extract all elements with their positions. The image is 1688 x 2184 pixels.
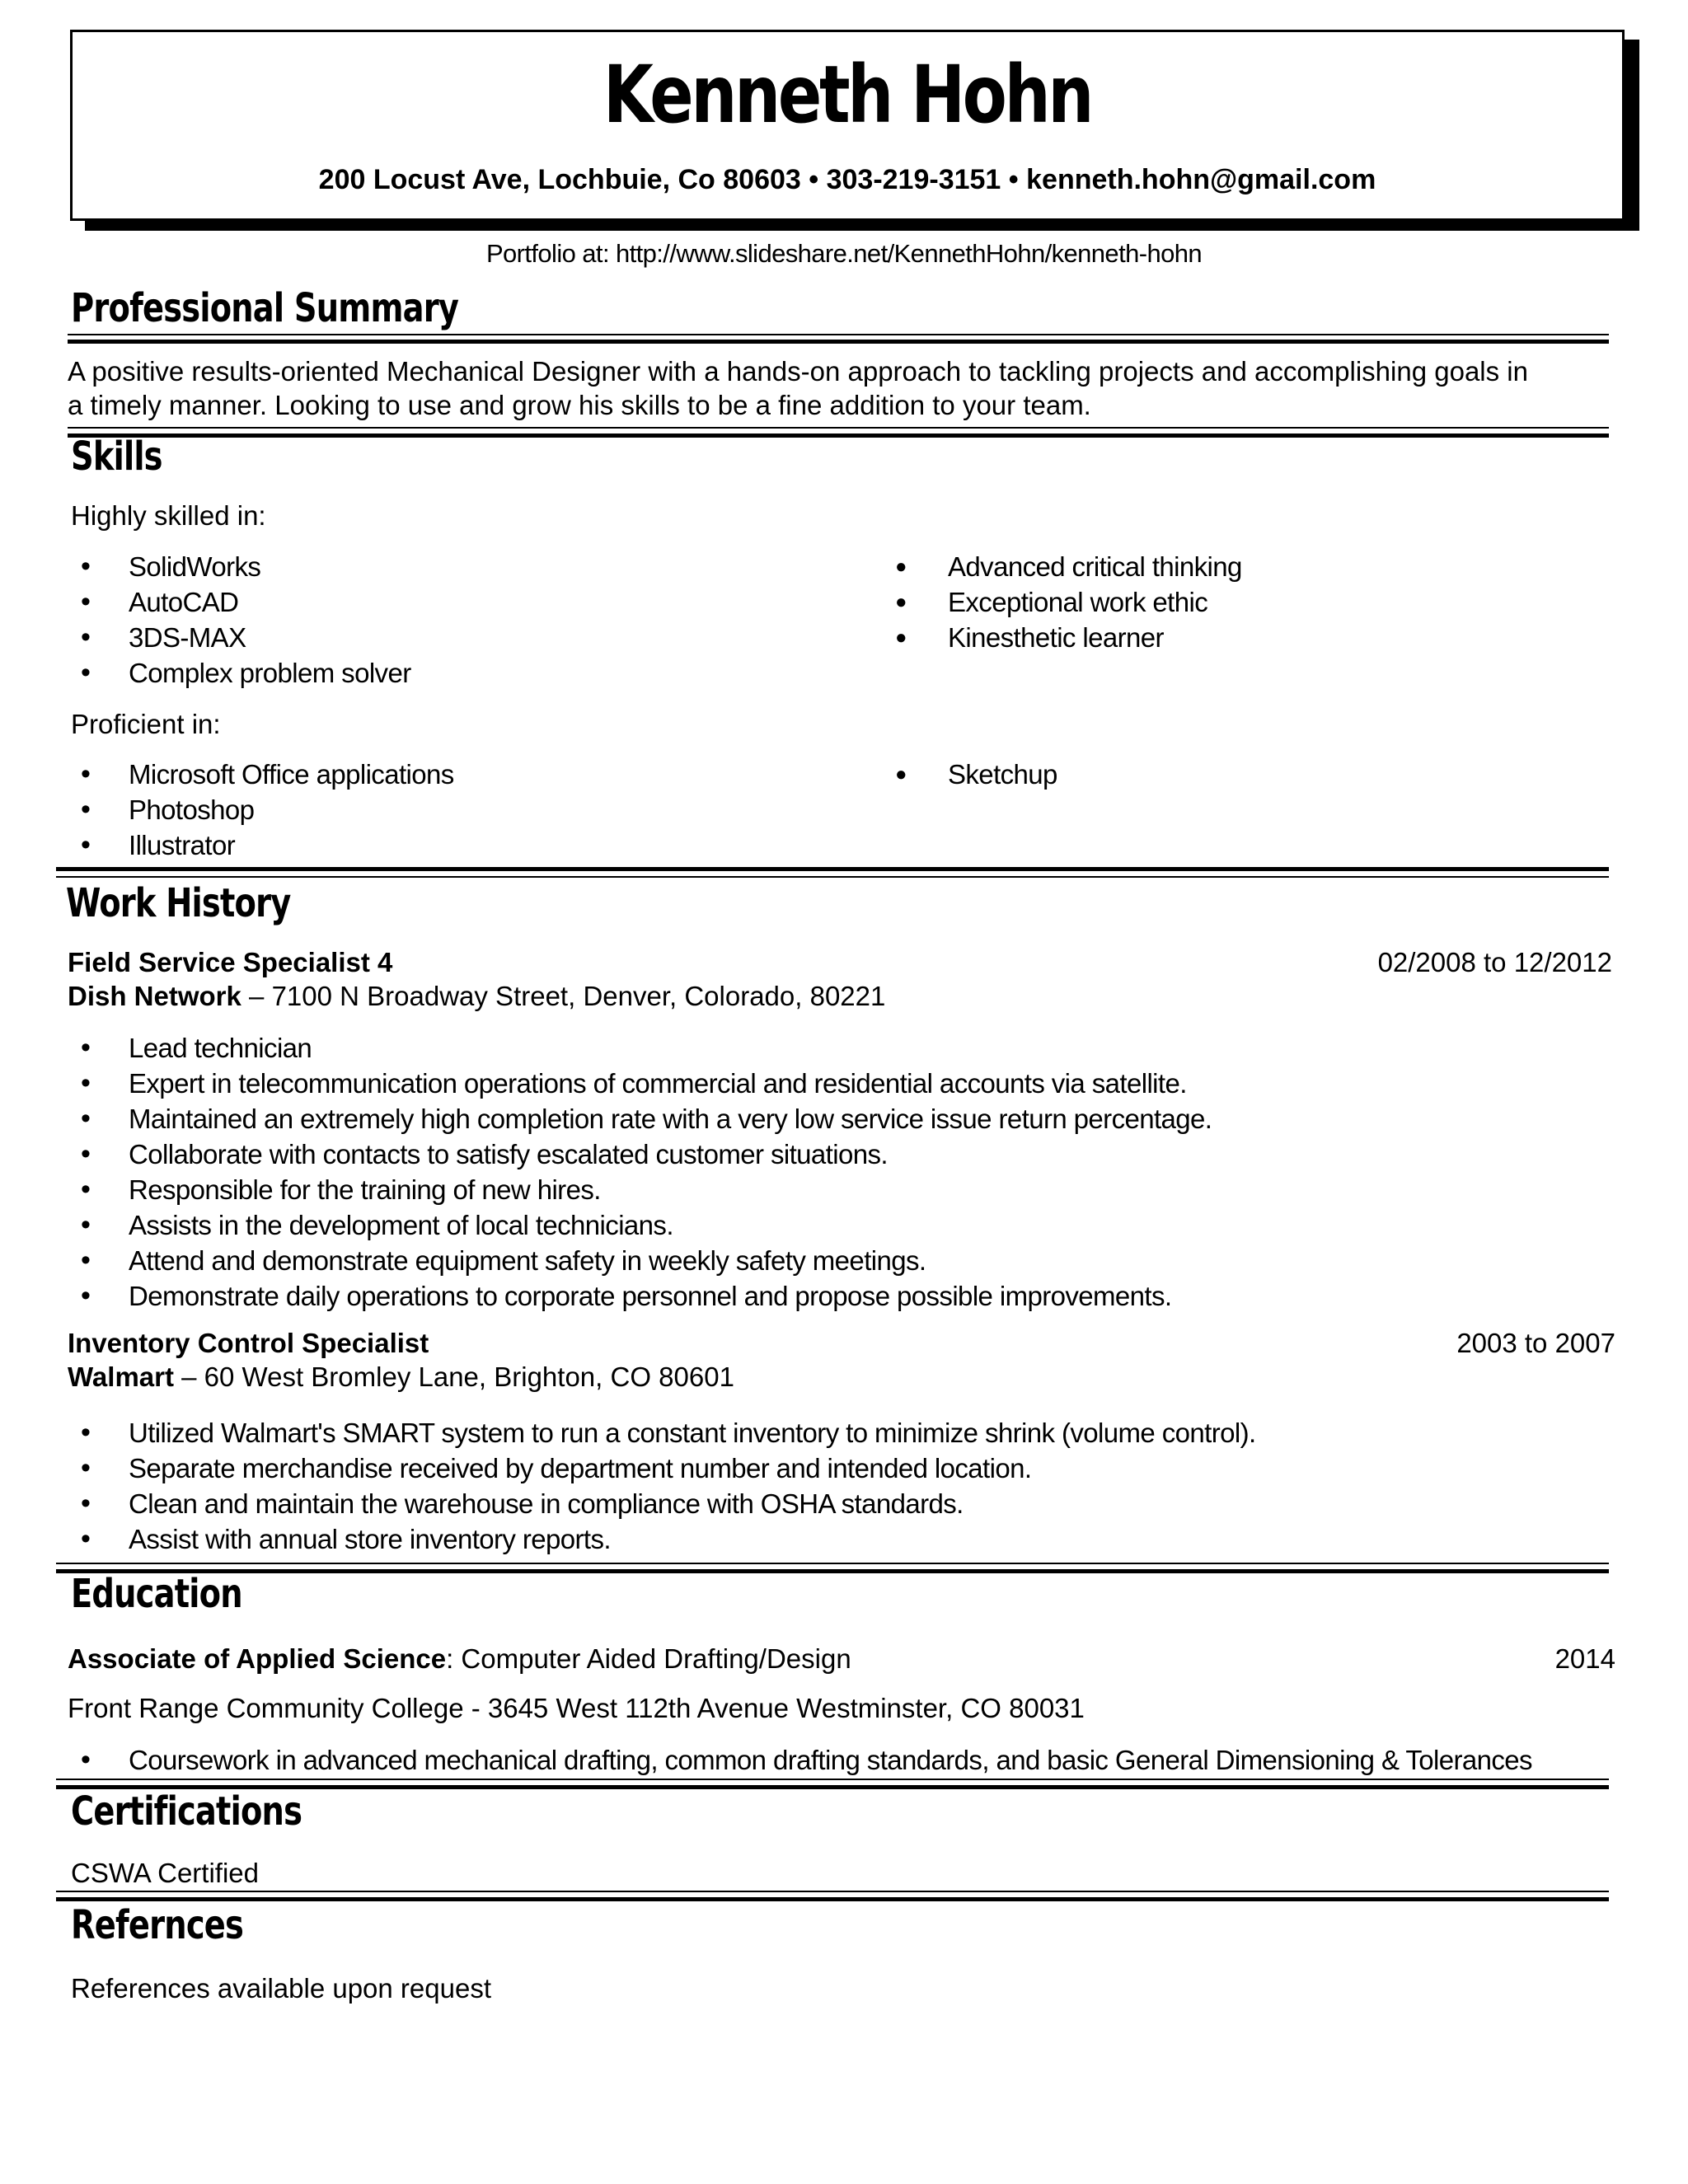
list-item: • Maintained an extremely high completion rate with a very low service issue return percentage. bbox=[71, 1101, 1212, 1137]
summary-rule-top-thick bbox=[68, 340, 1609, 344]
list-item: ● Kinesthetic learner bbox=[890, 620, 1242, 655]
list-item: ● Advanced critical thinking bbox=[890, 549, 1242, 584]
list-item: • 3DS-MAX bbox=[71, 620, 411, 655]
candidate-name: Kenneth Hohn bbox=[603, 49, 1092, 141]
certifications-heading: Certifications bbox=[71, 1788, 302, 1835]
list-item: • Responsible for the training of new hires. bbox=[71, 1172, 1212, 1207]
list-item: • Lead technician bbox=[71, 1030, 1212, 1066]
header-box bbox=[70, 30, 1625, 221]
education-rule-thick bbox=[56, 1569, 1609, 1573]
list-item: • Complex problem solver bbox=[71, 655, 411, 691]
summary-rule-top-thin bbox=[68, 334, 1609, 335]
highly-skilled-label: Highly skilled in: bbox=[71, 500, 266, 531]
summary-line-1: A positive results-oriented Mechanical Designer with a hands-on approach to tackling projects and accomplishing goals in bbox=[68, 356, 1528, 387]
list-item: • Demonstrate daily operations to corporate personnel and propose possible improvements. bbox=[71, 1278, 1212, 1314]
proficient-label: Proficient in: bbox=[71, 709, 221, 739]
job-2-location: – 60 West Bromley Lane, Brighton, CO 80601 bbox=[173, 1361, 734, 1392]
education-field: : Computer Aided Drafting/Design bbox=[446, 1643, 851, 1674]
references-heading: Refernces bbox=[71, 1902, 244, 1948]
certifications-text: CSWA Certified bbox=[71, 1858, 260, 1888]
education-rule-thin bbox=[56, 1563, 1609, 1564]
list-item: • SolidWorks bbox=[71, 549, 411, 584]
list-item: ● Exceptional work ethic bbox=[890, 584, 1242, 620]
contact-line: 200 Locust Ave, Lochbuie, Co 80603 • 303-219-3151 • kenneth.hohn@gmail.com bbox=[318, 164, 1376, 195]
job-1-location: – 7100 N Broadway Street, Denver, Colorado, 80221 bbox=[241, 981, 886, 1011]
list-item: • Microsoft Office applications bbox=[71, 757, 454, 792]
job-1-company: Dish Network bbox=[68, 981, 241, 1011]
references-text: References available upon request bbox=[71, 1973, 492, 2004]
summary-text bbox=[68, 354, 1592, 422]
summary-heading: Professional Summary bbox=[71, 285, 459, 331]
skills-rule-thick bbox=[68, 434, 1609, 438]
list-item: • Photoshop bbox=[71, 792, 454, 827]
job-2-company: Walmart bbox=[68, 1361, 174, 1392]
skills-rule-thin bbox=[68, 427, 1609, 429]
skills-heading: Skills bbox=[71, 434, 162, 480]
job-1-dates: 02/2008 to 12/2012 bbox=[1377, 947, 1612, 977]
job-2-bullets bbox=[71, 1415, 1256, 1557]
job-1-bullets bbox=[71, 1030, 1212, 1314]
list-item: • Separate merchandise received by department number and intended location. bbox=[71, 1451, 1256, 1486]
education-degree-line bbox=[68, 1643, 851, 1675]
proficient-left-list bbox=[71, 757, 454, 863]
proficient-right-list bbox=[890, 757, 1057, 792]
references-rule-thick bbox=[56, 1897, 1609, 1901]
list-item: • Assists in the development of local technicians. bbox=[71, 1207, 1212, 1243]
education-degree: Associate of Applied Science bbox=[68, 1643, 447, 1674]
job-2-employer bbox=[68, 1361, 734, 1393]
list-item: • Assist with annual store inventory reports. bbox=[71, 1521, 1256, 1557]
list-item: • Attend and demonstrate equipment safety in weekly safety meetings. bbox=[71, 1243, 1212, 1278]
portfolio-line: Portfolio at: http://www.slideshare.net/KennethHohn/kenneth-hohn bbox=[485, 239, 1203, 268]
list-item: • Utilized Walmart's SMART system to run a constant inventory to minimize shrink (volume control). bbox=[71, 1415, 1256, 1451]
work-heading: Work History bbox=[66, 880, 291, 926]
highly-skilled-right-list bbox=[890, 549, 1242, 655]
work-rule-thick bbox=[56, 867, 1609, 871]
job-2-dates: 2003 to 2007 bbox=[1456, 1328, 1615, 1358]
education-bullets bbox=[71, 1742, 1532, 1778]
list-item: • Coursework in advanced mechanical drafting, common drafting standards, and basic General Dimensioning & Tolerances bbox=[71, 1742, 1532, 1778]
job-2-title: Inventory Control Specialist bbox=[68, 1328, 429, 1358]
highly-skilled-left-list bbox=[71, 549, 411, 691]
education-year: 2014 bbox=[1554, 1643, 1615, 1674]
list-item: ● Sketchup bbox=[890, 757, 1057, 792]
summary-line-2: a timely manner. Looking to use and grow his skills to be a fine addition to your team. bbox=[68, 390, 1091, 420]
list-item: • Expert in telecommunication operations of commercial and residential accounts via satellite. bbox=[71, 1066, 1212, 1101]
education-heading: Education bbox=[71, 1571, 242, 1617]
work-rule-thin bbox=[56, 876, 1609, 878]
references-rule-thin bbox=[56, 1891, 1609, 1892]
list-item: • Clean and maintain the warehouse in compliance with OSHA standards. bbox=[71, 1486, 1256, 1521]
cert-rule-thin bbox=[56, 1779, 1609, 1780]
list-item: • Collaborate with contacts to satisfy escalated customer situations. bbox=[71, 1137, 1212, 1172]
job-1-employer bbox=[68, 981, 885, 1012]
education-school: Front Range Community College - 3645 West 112th Avenue Westminster, CO 80031 bbox=[68, 1693, 1085, 1723]
list-item: • Illustrator bbox=[71, 827, 454, 863]
job-1-title: Field Service Specialist 4 bbox=[68, 947, 393, 977]
list-item: • AutoCAD bbox=[71, 584, 411, 620]
